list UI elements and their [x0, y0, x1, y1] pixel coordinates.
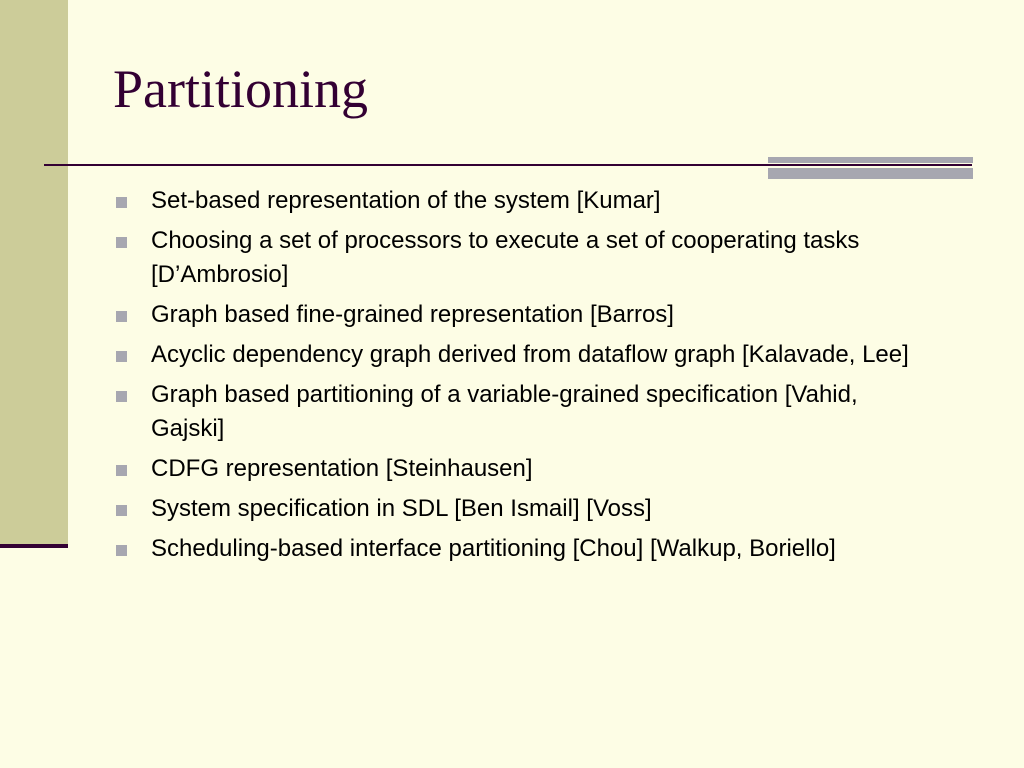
divider-accent-bar-bottom — [768, 168, 973, 179]
bullet-text: Graph based fine-grained representation [Barros] — [151, 301, 674, 328]
bullet-text: Choosing a set of processors to execute a set of cooperating tasks [D’Ambrosio] — [151, 227, 860, 288]
bullet-item — [113, 452, 933, 486]
square-bullet-icon — [116, 505, 127, 516]
bullet-text: Scheduling-based interface partitioning [Chou] [Walkup, Boriello] — [151, 535, 836, 562]
bullet-list — [113, 184, 933, 572]
square-bullet-icon — [116, 197, 127, 208]
slide-title: Partitioning — [113, 59, 368, 119]
bullet-item — [113, 378, 933, 446]
bullet-item — [113, 224, 933, 292]
left-decorative-band — [0, 0, 68, 545]
square-bullet-icon — [116, 311, 127, 322]
square-bullet-icon — [116, 545, 127, 556]
bullet-text: System specification in SDL [Ben Ismail] [Voss] — [151, 495, 652, 522]
bullet-text: Set-based representation of the system [Kumar] — [151, 187, 661, 214]
bullet-item — [113, 532, 933, 566]
square-bullet-icon — [116, 351, 127, 362]
bullet-item — [113, 492, 933, 526]
divider-accent-bar-top — [768, 157, 973, 163]
bullet-text: Acyclic dependency graph derived from dataflow graph [Kalavade, Lee] — [151, 341, 909, 368]
square-bullet-icon — [116, 237, 127, 248]
bullet-text: Graph based partitioning of a variable-grained specification [Vahid, Gajski] — [151, 381, 858, 442]
bullet-item — [113, 184, 933, 218]
square-bullet-icon — [116, 465, 127, 476]
bullet-item — [113, 298, 933, 332]
left-accent-line — [0, 544, 68, 548]
title-divider — [44, 164, 972, 166]
square-bullet-icon — [116, 391, 127, 402]
bullet-text: CDFG representation [Steinhausen] — [151, 455, 533, 482]
bullet-item — [113, 338, 933, 372]
